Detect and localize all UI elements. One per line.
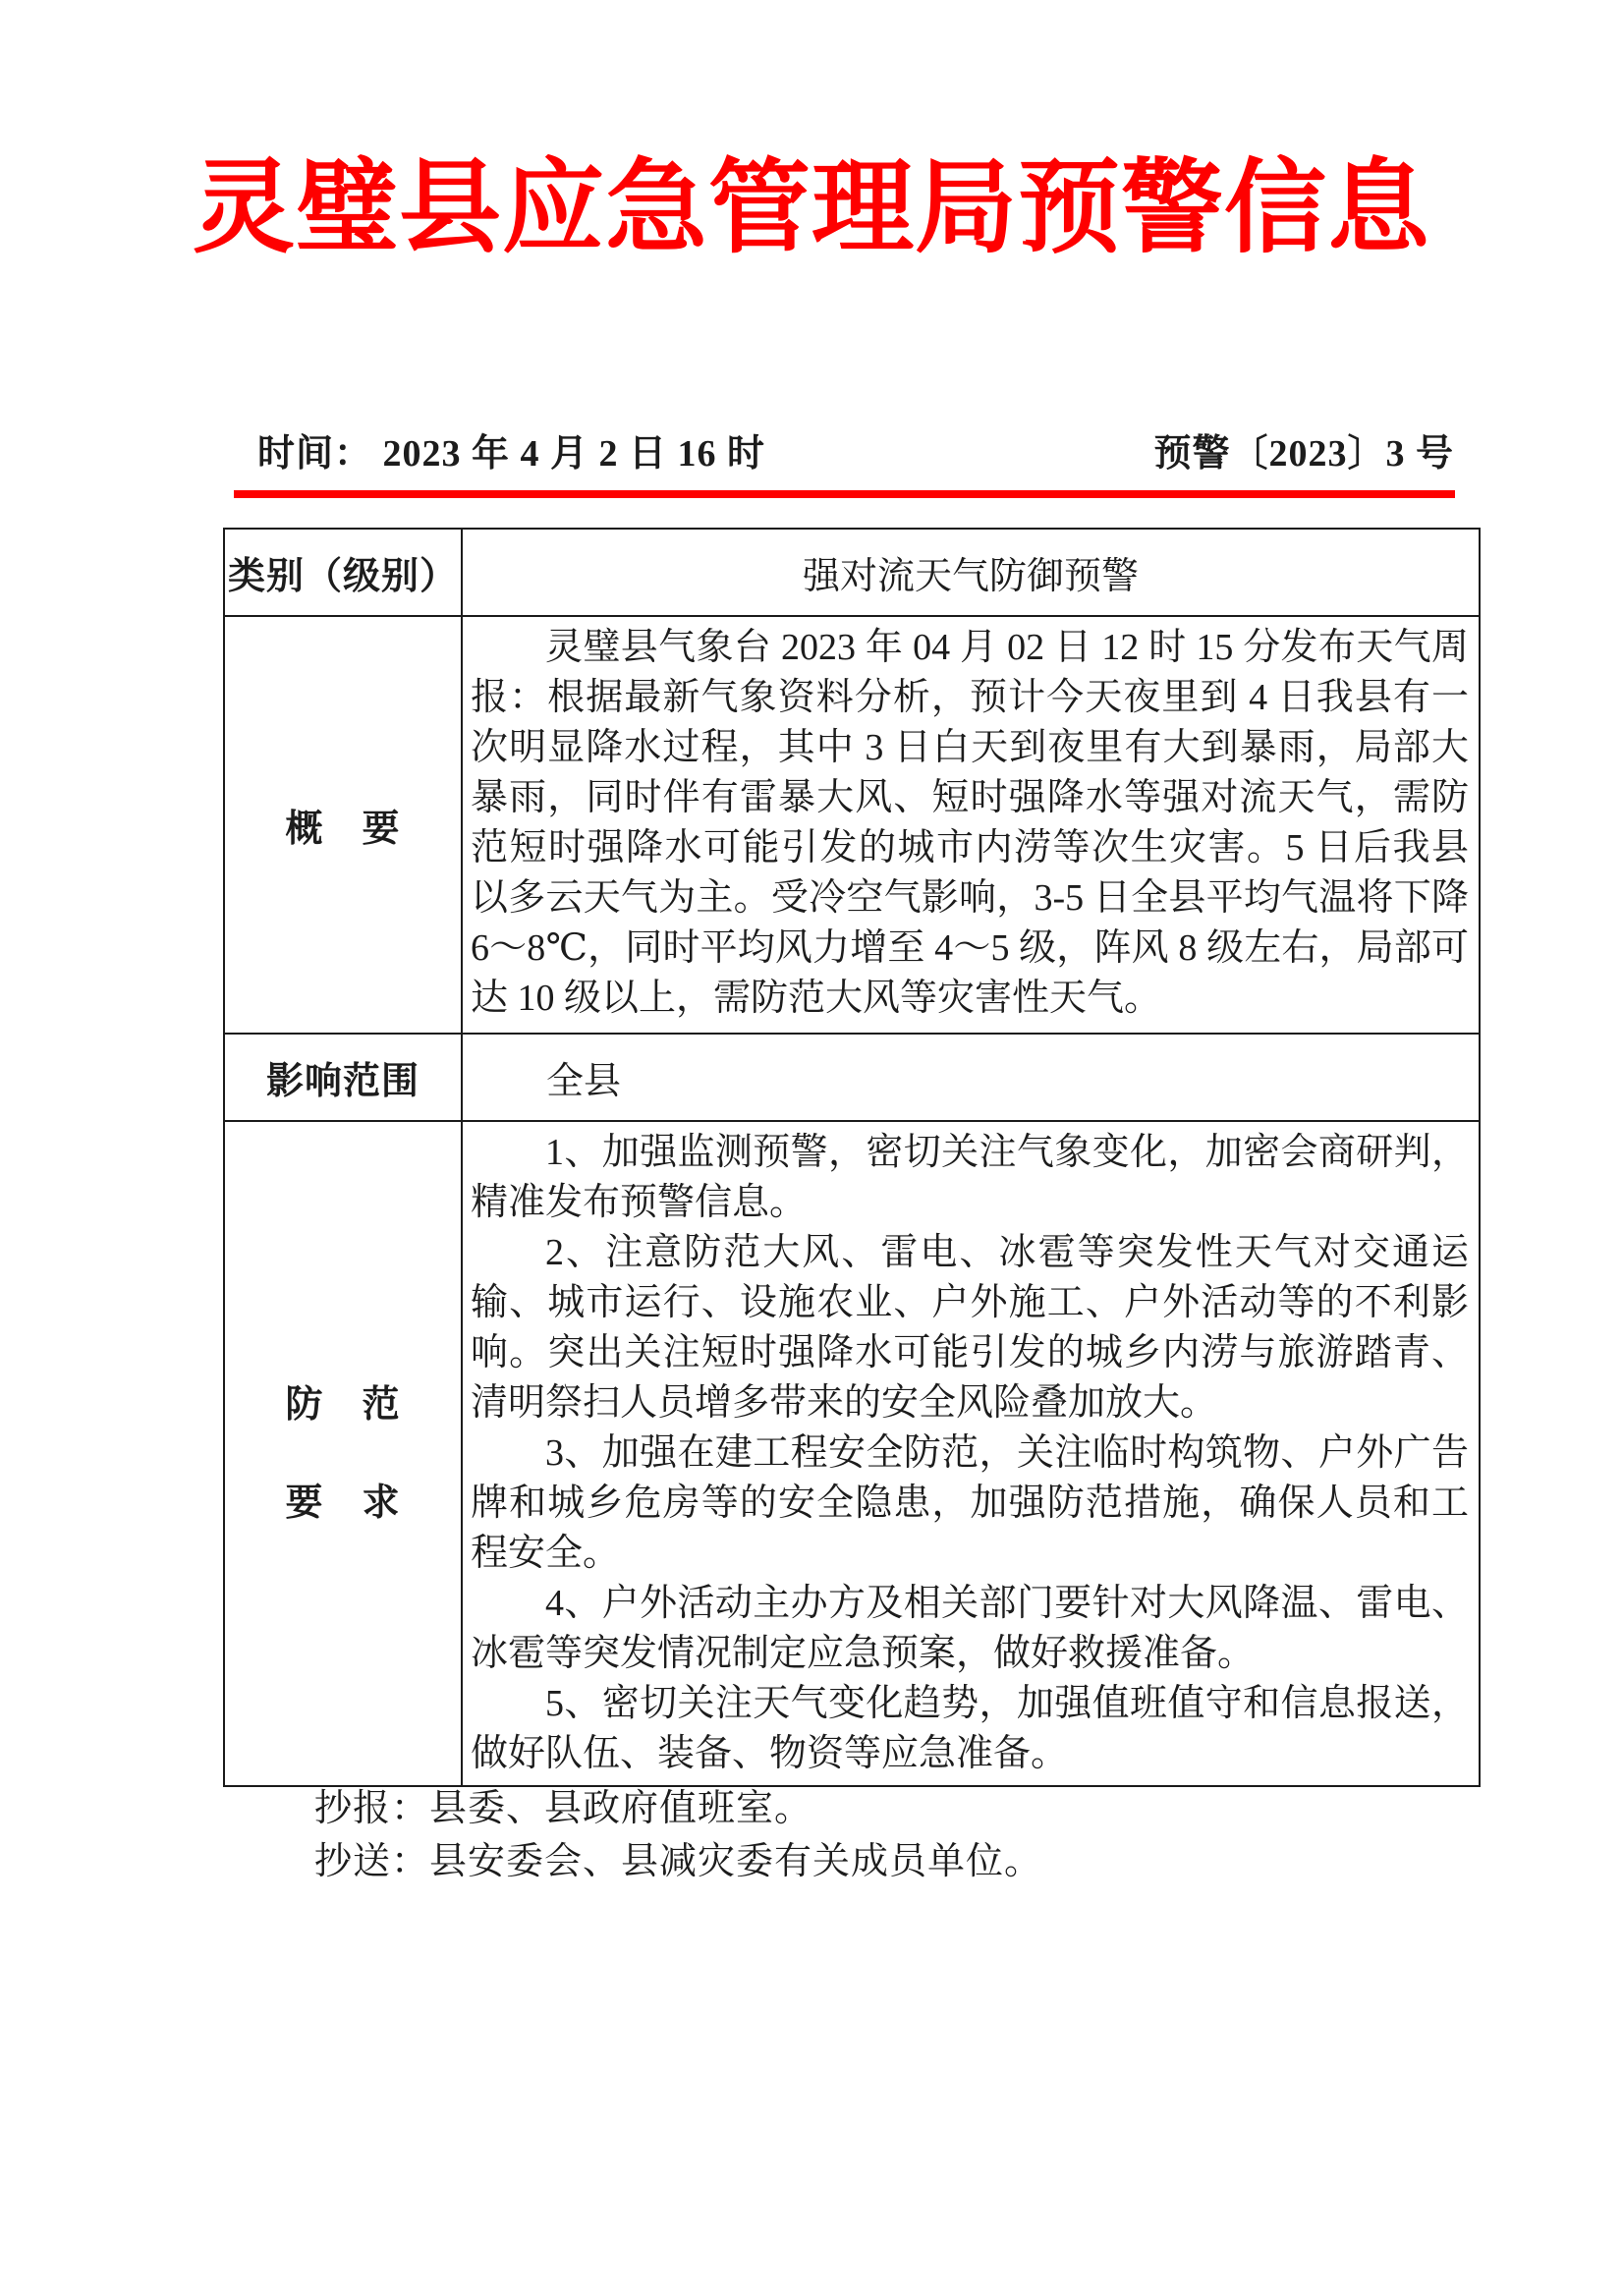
summary-paragraph: 灵璧县气象台 2023 年 04 月 02 日 12 时 15 分发布天气周报：根据最新气象资料分析，预计今天夜里到 4 日我县有一次明显降水过程，其中 3 日白天到夜里有大到暴雨，局部大暴雨，同时伴有雷暴大风、短时强降水等强对流天气，需防范短时强降水可能引发的城市内涝等次生灾害。5 日后我县以多云天气为主。受冷空气影响，3-5 日全县平均气温将下降 6～8℃，同时平均风力增至 4～5 级，阵风 8 级左右，局部可达 10 级以上，需防范大风等灾害性天气。 [471,627,1469,1019]
measures-label-line1: 防 范 [285,1383,401,1426]
issue-time: 时间： 2023 年 4 月 2 日 16 时 [257,433,766,475]
cc-report-line: 抄报：县委、县政府值班室。 [314,1788,813,1829]
measure-item: 4、户外活动主办方及相关部门要针对大风降温、雷电、冰雹等突发情况制定应急预案，做好救援准备。 [471,1583,1469,1674]
measure-item: 1、加强监测预警，密切关注气象变化，加密会商研判，精准发布预警信息。 [471,1132,1469,1223]
cc-send-line: 抄送：县安委会、县减灾委有关成员单位。 [314,1841,1043,1882]
warning-table [223,528,1481,1787]
scope-cell [462,1034,1480,1121]
table-row-scope [224,1034,1480,1121]
meta-row [257,422,1454,476]
warning-number: 预警〔2023〕3 号 [1153,433,1454,475]
measures-cell [462,1121,1480,1786]
table-row-summary [224,616,1480,1034]
measure-item: 3、加强在建工程安全防范，关注临时构筑物、户外广告牌和城乡危房等的安全隐患，加强防范措施，确保人员和工程安全。 [471,1432,1469,1574]
table-row-category [224,529,1480,616]
summary-cell [462,616,1480,1034]
page-title: 灵璧县应急管理局预警信息 [192,152,1430,265]
footer-notes [314,1782,1042,1888]
measure-item: 2、注意防范大风、雷电、冰雹等突发性天气对交通运输、城市运行、设施农业、户外施工、户外活动等的不利影响。突出关注短时强降水可能引发的城乡内涝与旅游踏青、清明祭扫人员增多带来的安全风险叠加放大。 [471,1232,1469,1424]
scope-value: 全县 [546,1061,622,1102]
category-label: 类别（级别） [224,529,462,616]
category-value: 强对流天气防御预警 [462,529,1480,616]
scope-label: 影响范围 [224,1034,462,1121]
table-row-measures [224,1121,1480,1786]
measure-item: 5、密切关注天气变化趋势，加强值班值守和信息报送，做好队伍、装备、物资等应急准备。 [471,1683,1469,1774]
red-divider-rule [234,490,1455,498]
measures-label [224,1121,462,1786]
measures-label-line2: 要 求 [285,1482,401,1524]
summary-label: 概 要 [224,616,462,1034]
